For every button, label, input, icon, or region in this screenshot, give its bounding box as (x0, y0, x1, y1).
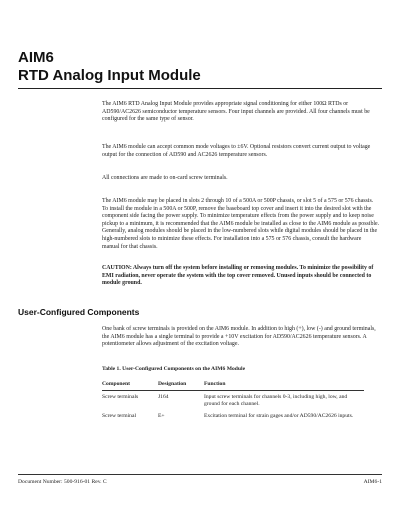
module-title: AIM6 (18, 49, 54, 66)
cell-function: Input screw terminals for channels 0-3, including high, low, and ground for each channel. (204, 394, 348, 407)
header-designation: Designation (158, 379, 204, 391)
title-rule (18, 88, 382, 89)
cell-designation: J164 (158, 394, 169, 400)
header-function: Function (204, 379, 364, 391)
table-row (102, 391, 364, 411)
header-component: Component (102, 379, 158, 391)
caution-paragraph: CAUTION: Always turn off the system before installing or removing modules. To minimize the possibility of EMI radiation, never operate the system with the top cover removed. Unused inputs should be connected to module ground. (102, 265, 374, 287)
module-subtitle: RTD Analog Input Module (18, 67, 201, 84)
cell-component: Screw terminal (102, 413, 137, 419)
cell-component: Screw terminals (102, 394, 139, 400)
footer-rule (18, 474, 382, 475)
connections-paragraph: All connections are made to on-card screw terminals. (102, 175, 228, 181)
page-number: AIM6-1 (363, 479, 382, 485)
section-heading: User-Configured Components (18, 307, 140, 317)
table-row (102, 410, 364, 422)
common-mode-paragraph: The AIM6 module can accept common mode voltages to ±6V. Optional resistors convert current output to voltage output for the connection of AD590 and AC2626 temperature sensors. (102, 144, 371, 158)
document-number: Document Number: 500-916-01 Rev. C (18, 479, 107, 485)
intro-paragraph: The AIM6 RTD Analog Input Module provides appropriate signal conditioning for either 100Ω RTDs or AD590/AC2626 semiconductor temperature sensors. Four input channels are provided. All four channels must be configured for the same type of sensor. (102, 101, 370, 123)
cell-function: Excitation terminal for strain gages and/or AD590/AC2626 inputs. (204, 413, 354, 419)
section-paragraph: One bank of screw terminals is provided on the AIM6 module. In addition to high (+), low (-) and ground terminals, the AIM6 module has a single terminal to provide a +10V excitation for AD590/AC2626 temperature sensors. A potentiometer allows adjustment of the excitation voltage. (102, 326, 376, 348)
table-caption: Table 1. User-Configured Components on the AIM6 Module (102, 366, 246, 372)
installation-paragraph: The AIM6 module may be placed in slots 2 through 10 of a 500A or 500P chassis, or slot 5 of a 575 or 576 chassis. To install the module in a 500A or 500P, remove the baseboard top cover and insert it into the desired slot with the component side facing the power supply. To minimize temperature effects from the power supply and to keep noise pickup to a minimum, it is recommended that the AIM6 module be installed as close to the AIM6 module as possible. Generally, analog modules should be placed in the low-numbered slots while digital modules should be placed in the high-numbered slots to minimize these effects. For installation into a 575 or 576 chassis, consult the hardware manual for that chassis. (102, 198, 380, 250)
table-header-row (102, 379, 364, 391)
cell-designation: E+ (158, 413, 165, 419)
components-table (102, 379, 364, 422)
